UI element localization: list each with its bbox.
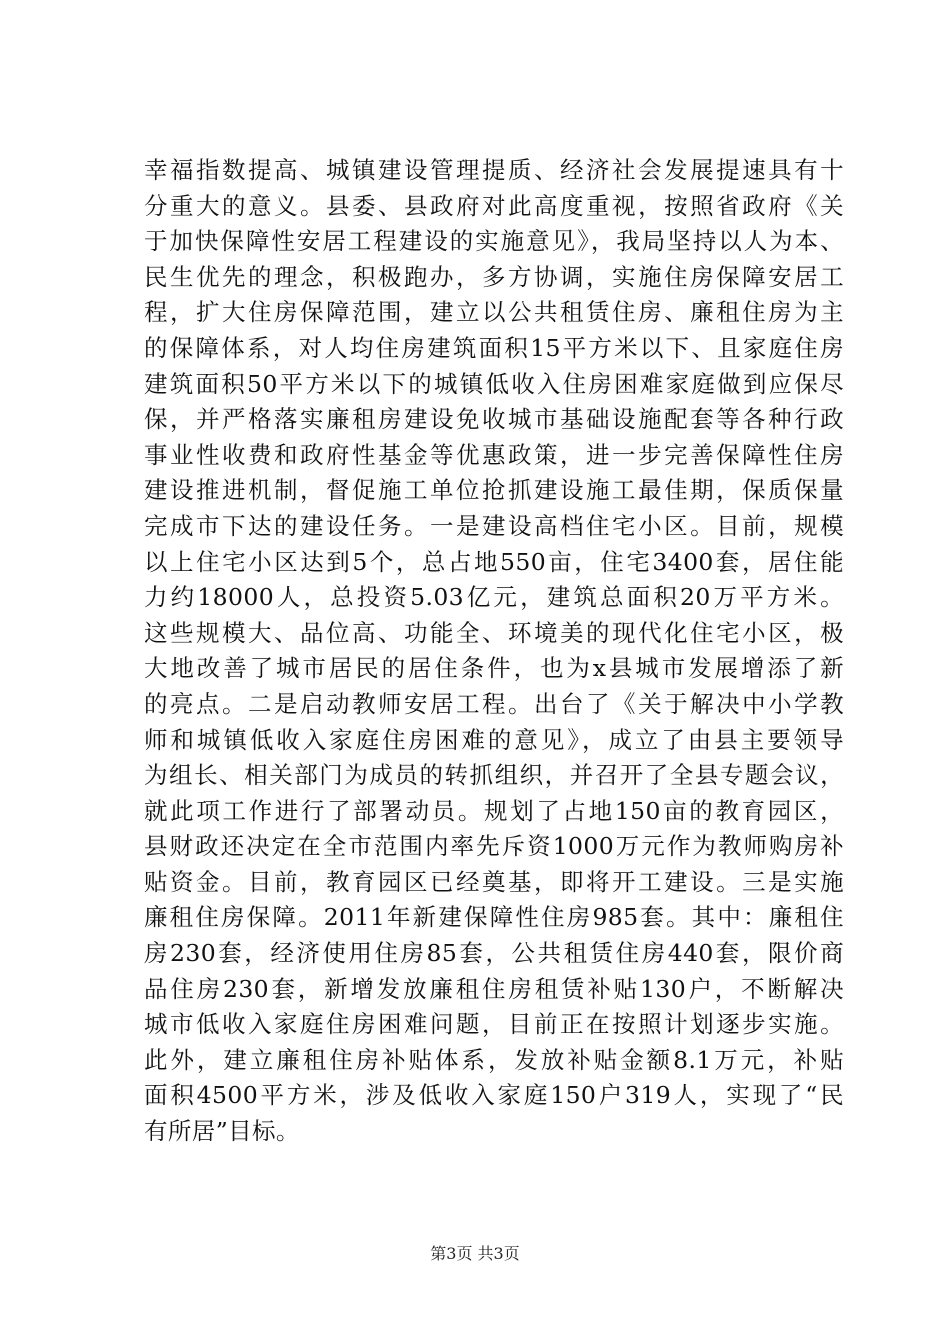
- paragraph-line: 有所居”目标。: [144, 1117, 300, 1146]
- paragraph-line: 县财政还决定在全市范围内率先斥资1000万元作为教师购房补: [144, 832, 844, 861]
- paragraph-line: 分重大的意义。县委、县政府对此高度重视，按照省政府《关: [144, 191, 844, 220]
- paragraph-line: 师和城镇低收入家庭住房困难的意见》，成立了由县主要领导: [144, 725, 844, 754]
- page-footer: 第3页 共3页: [430, 1244, 520, 1263]
- paragraph-line: 城市低收入家庭住房困难问题，目前正在按照计划逐步实施。: [144, 1010, 844, 1039]
- paragraph-line: 贴资金。目前，教育园区已经奠基，即将开工建设。三是实施: [144, 867, 844, 896]
- paragraph-line: 事业性收费和政府性基金等优惠政策，进一步完善保障性住房: [144, 440, 844, 469]
- paragraph-line: 建设推进机制，督促施工单位抢抓建设施工最佳期，保质保量: [144, 476, 844, 505]
- paragraph-line: 保，并严格落实廉租房建设免收城市基础设施配套等各种行政: [144, 405, 844, 434]
- paragraph-line: 面积4500平方米，涉及低收入家庭150户319人，实现了“民: [144, 1081, 844, 1110]
- paragraph-line: 完成市下达的建设任务。一是建设高档住宅小区。目前，规模: [144, 511, 844, 540]
- paragraph-line: 于加快保障性安居工程建设的实施意见》，我局坚持以人为本、: [144, 227, 844, 256]
- paragraph-line: 的亮点。二是启动教师安居工程。出台了《关于解决中小学教: [144, 689, 844, 718]
- paragraph-line: 的保障体系，对人均住房建筑面积15平方米以下、且家庭住房: [144, 333, 844, 362]
- paragraph-line: 品住房230套，新增发放廉租住房租赁补贴130户，不断解决: [144, 974, 844, 1003]
- paragraph-line: 程，扩大住房保障范围，建立以公共租赁住房、廉租住房为主: [144, 298, 844, 327]
- paragraph-line: 为组长、相关部门为成员的转抓组织，并召开了全县专题会议，: [144, 761, 844, 790]
- paragraph-line: 这些规模大、品位高、功能全、环境美的现代化住宅小区，极: [144, 618, 844, 647]
- paragraph-line: 幸福指数提高、城镇建设管理提质、经济社会发展提速具有十: [144, 156, 844, 184]
- paragraph-line: 力约18000人，总投资5.03亿元，建筑总面积20万平方米。: [144, 583, 844, 612]
- body-paragraph: [144, 153, 844, 1150]
- paragraph-line: 以上住宅小区达到5个，总占地550亩，住宅3400套，居住能: [144, 547, 844, 576]
- paragraph-line: 大地改善了城市居民的居住条件，也为x县城市发展增添了新: [144, 654, 844, 683]
- paragraph-line: 此外，建立廉租住房补贴体系，发放补贴金额8.1万元，补贴: [144, 1045, 844, 1074]
- paragraph-line: 建筑面积50平方米以下的城镇低收入住房困难家庭做到应保尽: [144, 369, 844, 398]
- paragraph-line: 廉租住房保障。2011年新建保障性住房985套。其中：廉租住: [144, 903, 844, 932]
- paragraph-line: 民生优先的理念，积极跑办，多方协调，实施住房保障安居工: [144, 262, 844, 291]
- paragraph-line: 就此项工作进行了部署动员。规划了占地150亩的教育园区，: [144, 796, 844, 825]
- paragraph-line: 房230套，经济使用住房85套，公共租赁住房440套，限价商: [144, 939, 844, 968]
